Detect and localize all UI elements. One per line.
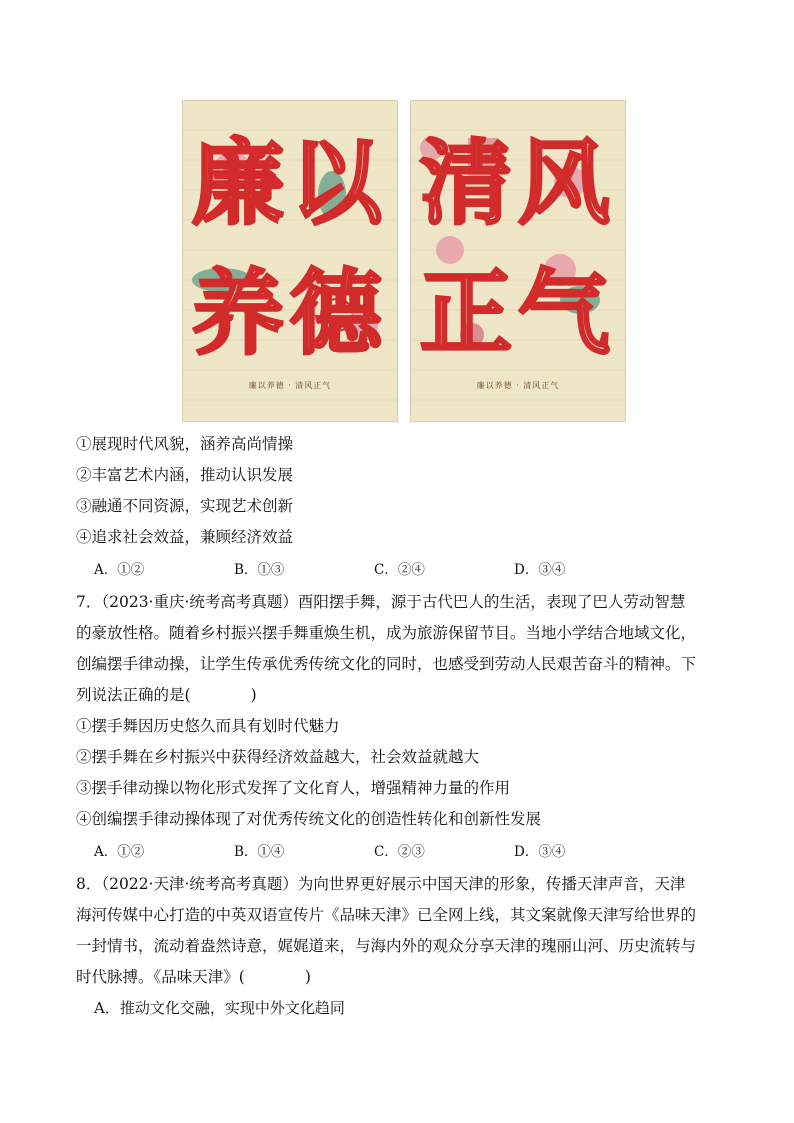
q8-stem-line-3: 一封情书，流动着盎然诗意，娓娓道来，与海内外的观众分享天津的瑰丽山河、历史流转与 xyxy=(76,937,697,955)
q7-stem-line-1: 7．（2023·重庆·统考高考真题）酉阳摆手舞，源于古代巴人的生活，表现了巴人劳动智慧 xyxy=(76,593,686,611)
papercut-artwork xyxy=(182,100,398,422)
q8-stem-line-1: 8．（2022·天津·统考高考真题）为向世界更好展示中国天津的形象，传播天津声音，天津 xyxy=(76,875,686,893)
q8-stem-text: 时代脉搏。《品味天津》( xyxy=(76,968,245,986)
q6-option-3: ③融通不同资源，实现艺术创新 xyxy=(76,497,294,515)
q7-option-2: ②摆手舞在乡村振兴中获得经济效益越大，社会效益就越大 xyxy=(76,748,480,766)
poster-char-3: 正 xyxy=(420,259,513,367)
poster-qing-feng-zheng-qi xyxy=(410,100,626,422)
q7-stem-line-2: 的豪放性格。随着乡村振兴摆手舞重焕生机，成为旅游保留节目。当地小学结合地域文化， xyxy=(76,624,697,642)
poster-caption: 廉以养德 · 清风正气 xyxy=(476,381,560,390)
q7-option-4: ④创编摆手律动操体现了对优秀传统文化的创造性转化和创新性发展 xyxy=(76,810,542,828)
q7-choices xyxy=(94,842,565,862)
q6-option-4: ④追求社会效益，兼顾经济效益 xyxy=(76,528,294,546)
q8-option-a[interactable]: A．推动文化交融，实现中外文化趋同 xyxy=(94,999,345,1017)
poster-char-1: 清 xyxy=(420,129,513,237)
q8-stem-line-4 xyxy=(76,967,311,987)
poster-char-2: 风 xyxy=(518,129,611,237)
poster-char-4: 德 xyxy=(290,259,383,367)
q6-choice-d[interactable]: D．③④ xyxy=(514,562,566,578)
q7-stem-text: 列说法正确的是( xyxy=(76,686,191,704)
q8-stem-line-2: 海河传媒中心打造的中英双语宣传片《品味天津》已全网上线，其文案就像天津写给世界的 xyxy=(76,906,697,924)
poster-caption: 廉以养德 · 清风正气 xyxy=(248,381,332,390)
q7-stem-line-3: 创编摆手律动操，让学生传承优秀传统文化的同时，也感受到劳动人民艰苦奋斗的精神。下 xyxy=(76,655,697,673)
poster-char-2: 以 xyxy=(290,129,383,237)
poster-char-3: 养 xyxy=(192,259,285,367)
q7-stem-close: ) xyxy=(250,686,257,704)
q6-choices xyxy=(94,560,565,580)
q6-choice-c[interactable]: C．②④ xyxy=(374,562,425,578)
q7-choice-b[interactable]: B．①④ xyxy=(234,844,285,860)
q7-option-1: ①摆手舞因历史悠久而具有划时代魅力 xyxy=(76,717,340,735)
q7-choice-c[interactable]: C．②③ xyxy=(374,844,425,860)
papercut-artwork xyxy=(410,100,626,422)
q7-choice-d[interactable]: D．③④ xyxy=(514,844,566,860)
q6-option-2: ②丰富艺术内涵，推动认识发展 xyxy=(76,466,294,484)
q6-choice-a[interactable]: A．①② xyxy=(94,562,145,578)
poster-lian-yi-yang-de xyxy=(182,100,398,422)
q6-choice-b[interactable]: B．①③ xyxy=(234,562,285,578)
q7-stem-line-4 xyxy=(76,685,257,705)
q7-option-3: ③摆手律动操以物化形式发挥了文化育人，增强精神力量的作用 xyxy=(76,779,511,797)
poster-char-1: 廉 xyxy=(192,129,285,237)
q8-stem-close: ) xyxy=(304,968,311,986)
poster-char-4: 气 xyxy=(518,259,611,367)
q7-choice-a[interactable]: A．①② xyxy=(94,844,145,860)
q6-option-1: ①展现时代风貌，涵养高尚情操 xyxy=(76,435,294,453)
